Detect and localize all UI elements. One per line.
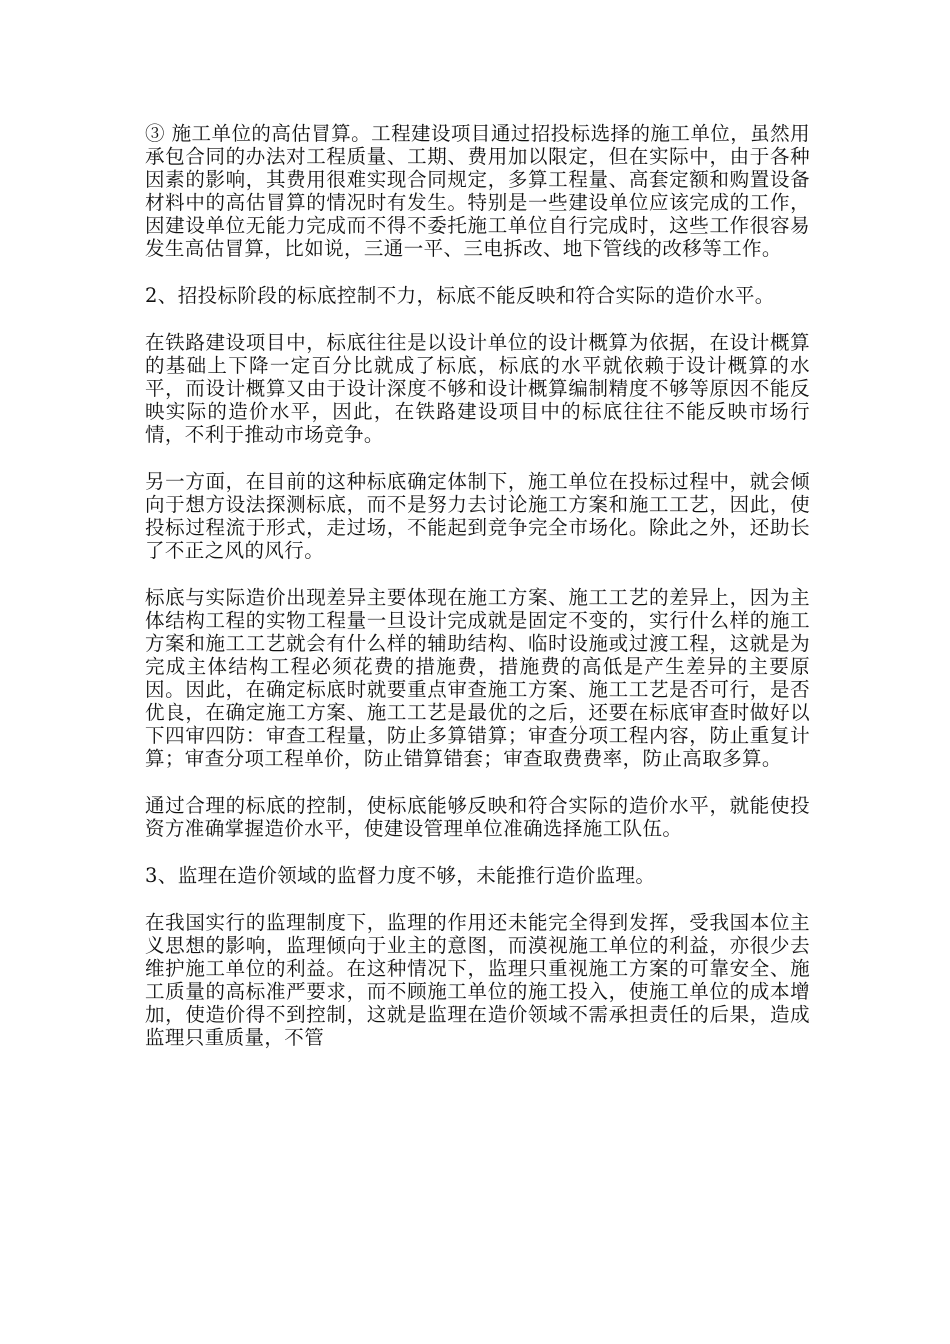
paragraph-overestimate: ③ 施工单位的高估冒算。工程建设项目通过招投标选择的施工单位，虽然用承包合同的办法对工程质量、工期、费用加以限定，但在实际中，由于各种因素的影响，其费用很难实现合同规定，多算工程量、高套定额和购置设备材料中的高估冒算的情况时有发生。特别是一些建设单位应该完成的工作，因建设单位无能力完成而不得不委托施工单位自行完成时，这些工作很容易发生高估冒算，比如说，三通一平、三电拆改、地下管线的改移等工作。	[145, 122, 810, 260]
paragraph-railway-bid-base: 在铁路建设项目中，标底往往是以设计单位的设计概算为依据，在设计概算的基础上下降一定百分比就成了标底，标底的水平就依赖于设计概算的水平，而设计概算又由于设计深度不够和设计概算编制精度不够等原因不能反映实际的造价水平，因此，在铁路建设项目中的标底往往不能反映市场行情，不利于推动市场竞争。	[145, 331, 810, 446]
document-body	[145, 122, 810, 1073]
paragraph-bid-process: 另一方面，在目前的这种标底确定体制下，施工单位在投标过程中，就会倾向于想方设法探测标底，而不是努力去讨论施工方案和施工工艺，因此，使投标过程流于形式，走过场，不能起到竞争完全市场化。除此之外，还助长了不正之风的风行。	[145, 470, 810, 562]
paragraph-bid-base-summary: 通过合理的标底的控制，使标底能够反映和符合实际的造价水平，就能使投资方准确掌握造价水平，使建设管理单位准确选择施工队伍。	[145, 794, 810, 840]
paragraph-cost-difference: 标底与实际造价出现差异主要体现在施工方案、施工工艺的差异上，因为主体结构工程的实物工程量一旦设计完成就是固定不变的，实行什么样的施工方案和施工工艺就会有什么样的辅助结构、临时设施或过渡工程，这就是为完成主体结构工程必须花费的措施费，措施费的高低是产生差异的主要原因。因此，在确定标底时就要重点审查施工方案、施工工艺是否可行，是否优良，在确定施工方案、施工工艺是最优的之后，还要在标底审查时做好以下四审四防：审查工程量，防止多算错算；审查分项工程内容，防止重复计算；审查分项工程单价，防止错算错套；审查取费费率，防止高取多算。	[145, 586, 810, 770]
paragraph-supervision-system: 在我国实行的监理制度下，监理的作用还未能完全得到发挥，受我国本位主义思想的影响，监理倾向于业主的意图，而漠视施工单位的利益，亦很少去维护施工单位的利益。在这种情况下，监理只重视施工方案的可靠安全、施工质量的高标准严要求，而不顾施工单位的施工投入，使施工单位的成本增加，使造价得不到控制，这就是监理在造价领域不需承担责任的后果，造成监理只重质量，不管	[145, 911, 810, 1049]
heading-bid-base-control: 2、招投标阶段的标底控制不力，标底不能反映和符合实际的造价水平。	[145, 284, 775, 307]
heading-supervision: 3、监理在造价领域的监督力度不够，未能推行造价监理。	[145, 864, 656, 887]
